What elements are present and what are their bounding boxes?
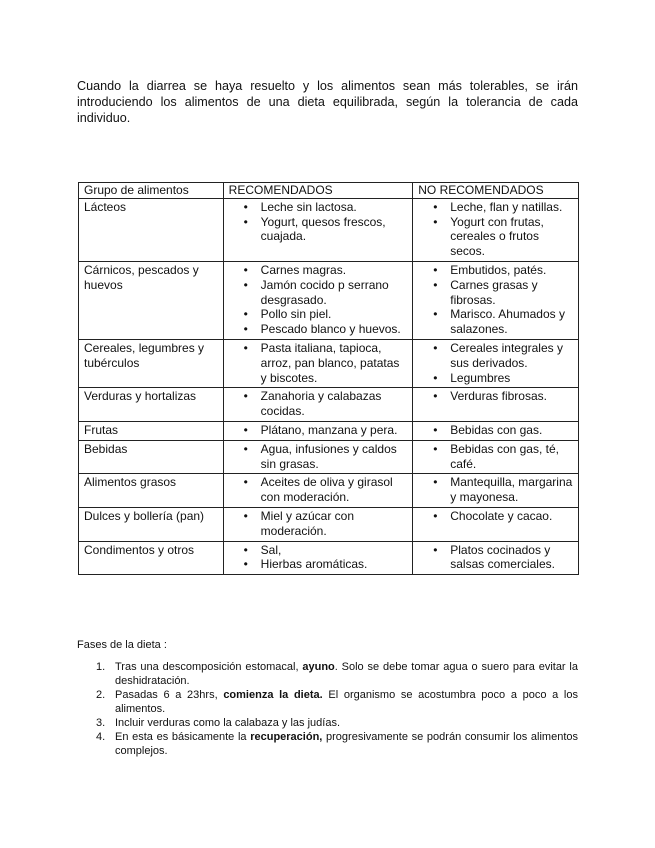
not-recommended-cell	[413, 421, 579, 440]
not-recommended-cell	[413, 541, 579, 575]
food-group-cell: Bebidas	[79, 440, 224, 474]
food-group-cell: Verduras y hortalizas	[79, 388, 224, 422]
food-group-cell: Condimentos y otros	[79, 541, 224, 575]
phase-number: 3.	[96, 717, 106, 729]
bullet-list	[229, 509, 409, 539]
list-item: • Chocolate y cacao.	[418, 509, 574, 524]
phase-text: Pasadas 6 a 23hrs,	[115, 689, 224, 701]
phase-item	[77, 660, 578, 688]
bullet-list	[229, 475, 409, 505]
list-item: • Leche, flan y natillas.	[418, 200, 574, 215]
list-item: • Mantequilla, margarina y mayonesa.	[418, 475, 574, 505]
food-group-cell: Dulces y bollería (pan)	[79, 507, 224, 541]
bullet-list	[418, 442, 574, 472]
list-item: • Carnes grasas y fibrosas.	[418, 278, 574, 308]
phase-number: 1.	[96, 661, 106, 673]
bullet-list	[418, 543, 574, 573]
list-item: • Verduras fibrosas.	[418, 389, 574, 404]
not-recommended-cell	[413, 198, 579, 261]
recommended-cell	[223, 339, 413, 387]
list-item: • Sal,	[229, 543, 409, 558]
list-item: • Cereales integrales y sus derivados.	[418, 341, 574, 371]
table-header-row	[79, 183, 579, 199]
not-recommended-cell	[413, 440, 579, 474]
bullet-list	[418, 475, 574, 505]
phase-item	[77, 716, 578, 730]
recommended-cell	[223, 388, 413, 422]
phase-item	[77, 688, 578, 716]
bullet-list	[418, 200, 574, 259]
not-recommended-cell	[413, 388, 579, 422]
food-group-cell: Lácteos	[79, 198, 224, 261]
table-row	[79, 541, 579, 575]
bullet-list	[229, 263, 409, 337]
list-item: • Plátano, manzana y pera.	[229, 423, 409, 438]
list-item: • Carnes magras.	[229, 263, 409, 278]
recommended-cell	[223, 440, 413, 474]
list-item: • Platos cocinados y salsas comerciales.	[418, 543, 574, 573]
phase-bold-text: ayuno	[302, 661, 335, 673]
recommended-cell	[223, 541, 413, 575]
phase-text-after: . Solo se debe tomar agua o suero para evitar la deshidratación.	[115, 661, 578, 687]
phases-title: Fases de la dieta :	[77, 639, 167, 651]
not-recommended-cell	[413, 507, 579, 541]
bullet-list	[229, 389, 409, 419]
food-group-cell: Alimentos grasos	[79, 474, 224, 508]
list-item: • Legumbres	[418, 371, 574, 386]
diet-table	[78, 182, 579, 575]
phase-bold-text: comienza la dieta.	[223, 689, 323, 701]
phase-bold-text: recuperación,	[250, 731, 323, 743]
bullet-list	[229, 200, 409, 244]
list-item: • Pasta italiana, tapioca, arroz, pan blanco, patatas y biscotes.	[229, 341, 409, 385]
table-row	[79, 474, 579, 508]
list-item: • Jamón cocido p serrano desgrasado.	[229, 278, 409, 308]
intro-paragraph: Cuando la diarrea se haya resuelto y los alimentos sean más tolerables, se irán introduciendo los alimentos de una dieta equilibrada, según la tolerancia de cada individuo.	[77, 79, 578, 125]
phase-text: En esta es básicamente la	[115, 731, 251, 743]
header-food-group: Grupo de alimentos	[79, 183, 224, 199]
table-row	[79, 421, 579, 440]
not-recommended-cell	[413, 339, 579, 387]
food-group-cell: Cereales, legumbres y tubérculos	[79, 339, 224, 387]
bullet-list	[418, 423, 574, 438]
phases-list	[77, 660, 578, 758]
phase-text-after: progresivamente se podrán consumir los alimentos complejos.	[115, 731, 578, 757]
phase-number: 4.	[96, 731, 106, 743]
list-item: • Aceites de oliva y girasol con moderación.	[229, 475, 409, 505]
bullet-list	[418, 389, 574, 404]
list-item: • Bebidas con gas.	[418, 423, 574, 438]
phase-item	[77, 730, 578, 758]
header-not-recommended: NO RECOMENDADOS	[413, 183, 579, 199]
list-item: • Leche sin lactosa.	[229, 200, 409, 215]
recommended-cell	[223, 507, 413, 541]
bullet-list	[418, 509, 574, 524]
phase-text: Incluir verduras como la calabaza y las judías.	[115, 717, 340, 729]
bullet-list	[418, 341, 574, 385]
table-row	[79, 388, 579, 422]
recommended-cell	[223, 421, 413, 440]
header-recommended: RECOMENDADOS	[223, 183, 413, 199]
not-recommended-cell	[413, 261, 579, 339]
recommended-cell	[223, 198, 413, 261]
list-item: • Miel y azúcar con moderación.	[229, 509, 409, 539]
list-item: • Zanahoria y calabazas cocidas.	[229, 389, 409, 419]
list-item: • Hierbas aromáticas.	[229, 557, 409, 572]
recommended-cell	[223, 261, 413, 339]
food-group-cell: Cárnicos, pescados y huevos	[79, 261, 224, 339]
list-item: • Pollo sin piel.	[229, 307, 409, 322]
list-item: • Embutidos, patés.	[418, 263, 574, 278]
phase-number: 2.	[96, 689, 106, 701]
not-recommended-cell	[413, 474, 579, 508]
bullet-list	[229, 543, 409, 573]
table-row	[79, 440, 579, 474]
list-item: • Marisco. Ahumados y salazones.	[418, 307, 574, 337]
table-row	[79, 261, 579, 339]
bullet-list	[229, 442, 409, 472]
table-row	[79, 198, 579, 261]
recommended-cell	[223, 474, 413, 508]
list-item: • Yogurt con frutas, cereales o frutos secos.	[418, 215, 574, 259]
bullet-list	[229, 341, 409, 385]
bullet-list	[229, 423, 409, 438]
table-row	[79, 507, 579, 541]
phase-text-after: El organismo se acostumbra poco a poco a los alimentos.	[115, 689, 578, 715]
list-item: • Pescado blanco y huevos.	[229, 322, 409, 337]
list-item: • Bebidas con gas, té, café.	[418, 442, 574, 472]
phase-text: Tras una descomposición estomacal,	[115, 661, 303, 673]
list-item: • Agua, infusiones y caldos sin grasas.	[229, 442, 409, 472]
bullet-list	[418, 263, 574, 337]
table-row	[79, 339, 579, 387]
list-item: • Yogurt, quesos frescos, cuajada.	[229, 215, 409, 245]
food-group-cell: Frutas	[79, 421, 224, 440]
